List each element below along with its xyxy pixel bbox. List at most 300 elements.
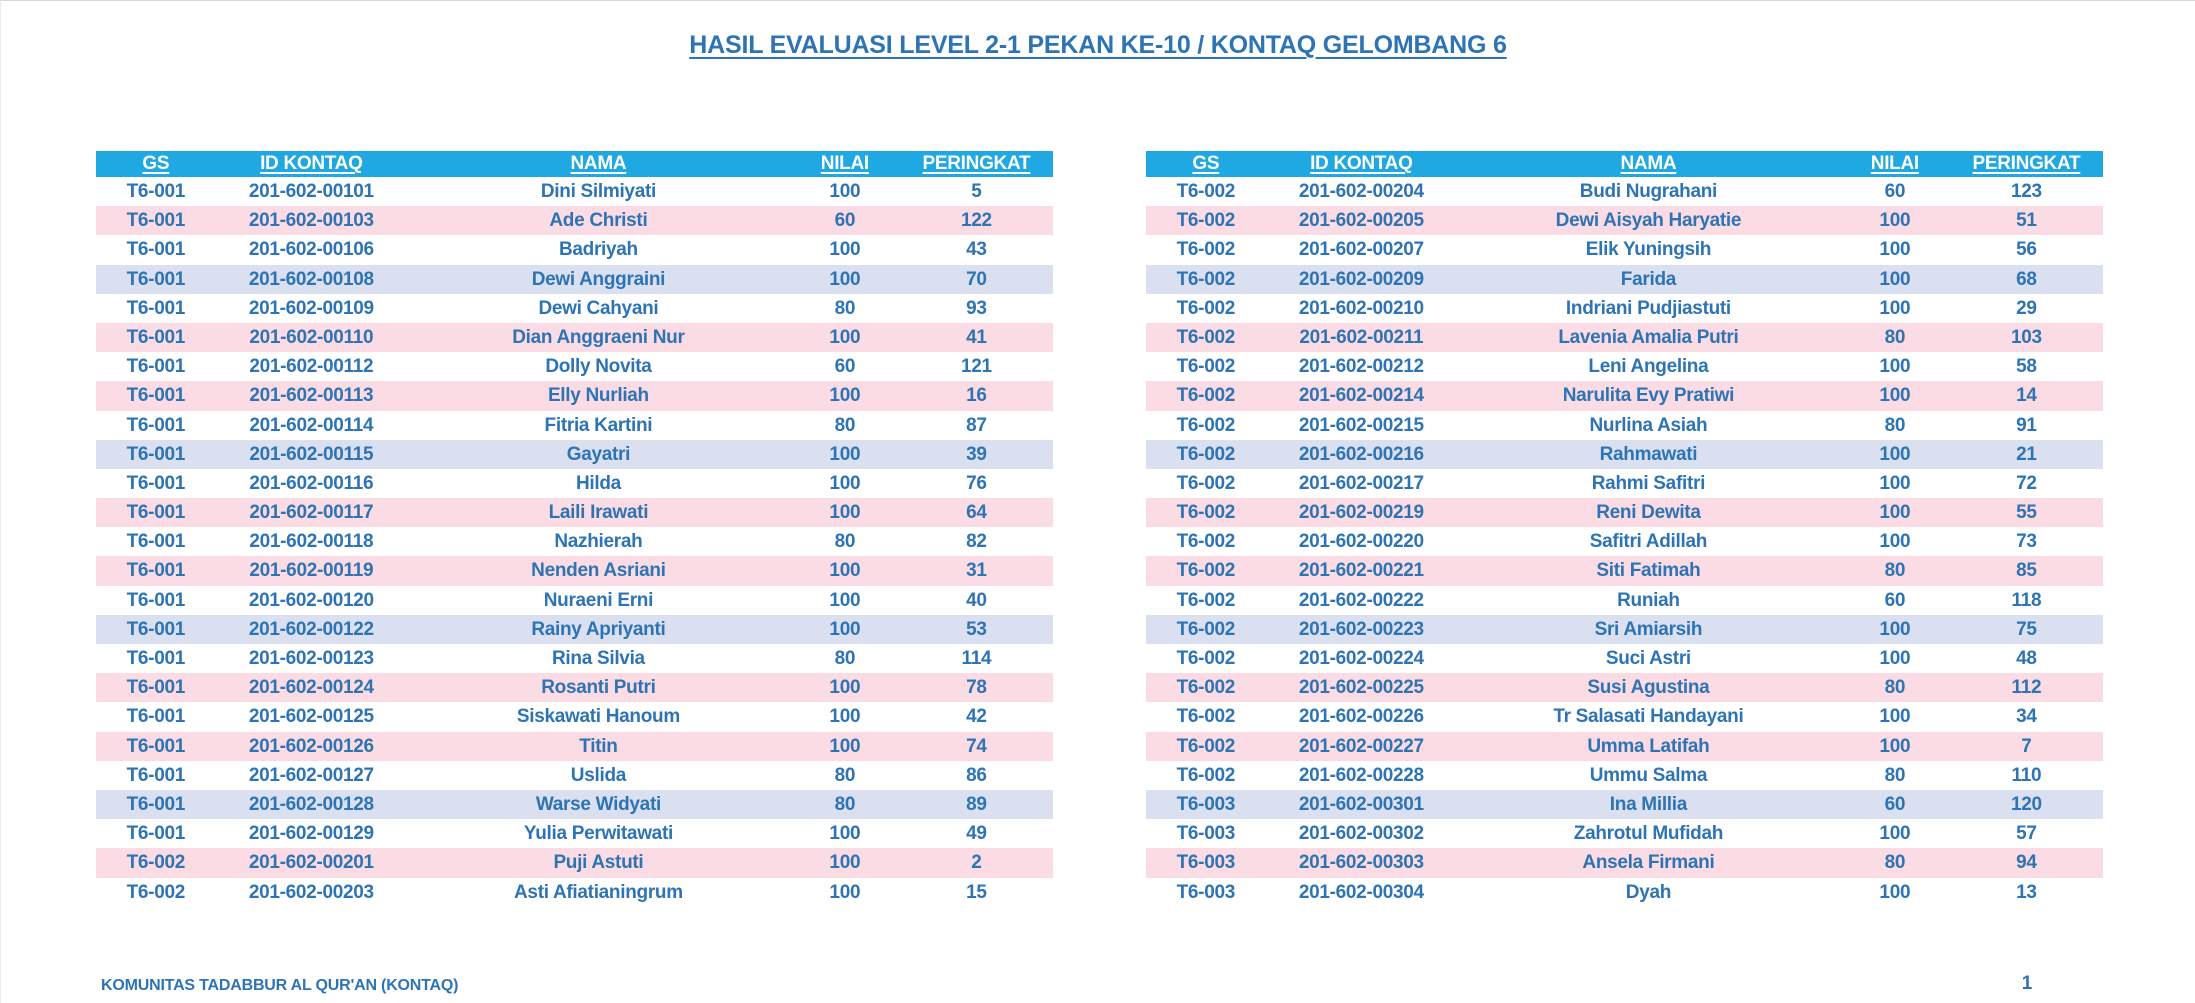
table-cell: Ade Christi: [549, 210, 648, 232]
table-cell: 201-602-00116: [249, 472, 374, 494]
table-cell: 16: [966, 385, 987, 407]
table-cell: 100: [829, 677, 861, 699]
table-cell: 201-602-00113: [249, 385, 374, 407]
table-cell: 201-602-00114: [249, 414, 374, 436]
table-cell: 100: [829, 735, 861, 757]
table-cell: 201-602-00207: [1298, 239, 1424, 261]
table-row: [1146, 615, 2103, 644]
table-cell: T6-002: [1176, 735, 1236, 757]
table-cell: 100: [829, 852, 861, 874]
table-row: [96, 556, 1053, 585]
table-cell: 201-602-00210: [1298, 297, 1424, 319]
column-header-nama: NAMA: [1620, 153, 1677, 174]
table-cell: T6-001: [126, 560, 186, 582]
table-cell: 100: [1879, 239, 1911, 261]
table-cell: Titin: [579, 735, 618, 757]
column-header-id-kontaq: ID KONTAQ: [1310, 153, 1413, 174]
table-row: [96, 527, 1053, 556]
column-header-nilai: NILAI: [820, 153, 869, 174]
table-row: [96, 498, 1053, 527]
table-cell: 56: [2016, 239, 2037, 261]
table-cell: 76: [966, 472, 987, 494]
table-cell: 201-602-00126: [248, 735, 374, 757]
table-cell: Dyah: [1625, 881, 1672, 903]
table-cell: Nazhierah: [554, 531, 643, 553]
table-row: [96, 878, 1053, 907]
table-cell: 80: [834, 764, 856, 786]
table-cell: 100: [1879, 618, 1911, 640]
table-row: [1146, 848, 2103, 877]
table-cell: 72: [2016, 472, 2037, 494]
table-cell: Rainy Apriyanti: [531, 618, 666, 640]
table-cell: 70: [966, 268, 987, 290]
table-cell: 201-602-00302: [1298, 823, 1424, 845]
table-cell: Nuraeni Erni: [543, 589, 654, 611]
table-cell: Rosanti Putri: [541, 677, 656, 699]
table-cell: 100: [1879, 735, 1911, 757]
table-cell: 57: [2016, 823, 2037, 845]
table-cell: T6-001: [126, 443, 186, 465]
table-cell: 41: [966, 326, 987, 348]
table-cell: 100: [1879, 268, 1911, 290]
table-cell: T6-002: [1176, 326, 1236, 348]
table-cell: 68: [2016, 268, 2037, 290]
table-row: [1146, 732, 2103, 761]
table-cell: 201-602-00118: [249, 531, 374, 553]
table-cell: T6-003: [1176, 881, 1236, 903]
table-row: [1146, 352, 2103, 381]
table-row: [1146, 235, 2103, 264]
table-cell: 80: [1884, 326, 1906, 348]
table-cell: Zahrotul Mufidah: [1573, 823, 1724, 845]
table-row: [96, 381, 1053, 410]
column-header-id-kontaq: ID KONTAQ: [260, 153, 363, 174]
table-cell: T6-002: [1176, 589, 1236, 611]
table-cell: 121: [961, 356, 992, 378]
table-cell: 201-602-00221: [1298, 560, 1424, 582]
table-cell: T6-002: [1176, 443, 1236, 465]
table-cell: T6-002: [1176, 677, 1236, 699]
table-cell: 78: [966, 677, 987, 699]
table-cell: 60: [1884, 793, 1906, 815]
column-header-peringkat: PERINGKAT: [922, 153, 1031, 174]
table-cell: 201-602-00127: [248, 764, 374, 786]
table-cell: T6-001: [126, 239, 186, 261]
table-cell: Lavenia Amalia Putri: [1558, 326, 1739, 348]
table-cell: 34: [2016, 706, 2037, 728]
table-cell: 201-602-00124: [248, 677, 374, 699]
table-cell: 201-602-00215: [1298, 414, 1424, 436]
column-header-peringkat: PERINGKAT: [1972, 153, 2081, 174]
table-cell: 100: [829, 589, 861, 611]
table-row: [1146, 206, 2103, 235]
table-cell: Ansela Firmani: [1582, 852, 1715, 874]
table-cell: 201-602-00304: [1298, 881, 1424, 903]
table-cell: Yulia Perwitawati: [523, 823, 673, 845]
table-cell: 100: [829, 823, 861, 845]
column-header-gs: GS: [1192, 153, 1220, 174]
table-row: [1146, 527, 2103, 556]
table-cell: 75: [2016, 618, 2037, 640]
table-cell: Warse Widyati: [535, 793, 661, 815]
table-cell: 201-602-00228: [1298, 764, 1424, 786]
table-row: [96, 790, 1053, 819]
table-cell: 60: [834, 210, 856, 232]
table-cell: 118: [2011, 589, 2042, 611]
table-cell: 100: [829, 618, 861, 640]
table-cell: 74: [966, 735, 987, 757]
table-cell: 14: [2016, 385, 2037, 407]
table-row: [96, 848, 1053, 877]
table-cell: 100: [829, 560, 861, 582]
results-table-left: [96, 151, 1053, 907]
table-cell: T6-003: [1176, 793, 1236, 815]
table-cell: Elik Yuningsih: [1585, 239, 1712, 261]
table-cell: 100: [1879, 823, 1911, 845]
table-cell: Gayatri: [566, 443, 631, 465]
table-cell: Siskawati Hanoum: [516, 706, 680, 728]
table-header-row: [1146, 151, 2103, 177]
table-row: [96, 177, 1053, 206]
table-cell: 201-602-00122: [248, 618, 374, 640]
table-row: [1146, 819, 2103, 848]
table-cell: Badriyah: [558, 239, 638, 261]
table-cell: T6-002: [1176, 472, 1236, 494]
table-cell: 201-602-00205: [1298, 210, 1424, 232]
table-cell: Umma Latifah: [1587, 735, 1710, 757]
table-cell: 100: [1879, 443, 1911, 465]
table-cell: 2: [971, 852, 982, 874]
table-cell: Puji Astuti: [553, 852, 644, 874]
table-cell: 80: [1884, 677, 1906, 699]
table-cell: 43: [966, 239, 987, 261]
table-cell: 110: [2011, 764, 2042, 786]
table-row: [96, 294, 1053, 323]
table-cell: T6-002: [126, 881, 186, 903]
table-header-row: [96, 151, 1053, 177]
table-cell: 201-602-00120: [248, 589, 374, 611]
table-row: [1146, 323, 2103, 352]
table-cell: 80: [1884, 414, 1906, 436]
table-cell: Dolly Novita: [545, 356, 652, 378]
table-cell: 103: [2011, 326, 2042, 348]
table-row: [1146, 265, 2103, 294]
table-cell: 112: [2011, 677, 2042, 699]
table-cell: 100: [829, 268, 861, 290]
table-row: [1146, 761, 2103, 790]
table-cell: T6-001: [126, 268, 186, 290]
table-body: [96, 177, 1053, 907]
table-cell: 100: [829, 181, 861, 202]
table-cell: 201-602-00125: [248, 706, 374, 728]
table-row: [1146, 878, 2103, 907]
table-row: [96, 265, 1053, 294]
table-cell: T6-002: [1176, 356, 1236, 378]
table-cell: 64: [966, 502, 987, 524]
table-cell: 13: [2016, 881, 2037, 903]
table-cell: 114: [961, 648, 992, 669]
table-cell: 100: [1879, 210, 1911, 232]
table-cell: T6-002: [1176, 239, 1236, 261]
table-cell: 100: [1879, 706, 1911, 728]
table-cell: 21: [2016, 443, 2037, 465]
table-cell: T6-001: [126, 735, 186, 757]
table-cell: Indriani Pudjiastuti: [1565, 297, 1731, 319]
table-cell: 80: [834, 793, 856, 815]
table-cell: Runiah: [1617, 589, 1680, 611]
table-cell: 201-602-00211: [1299, 326, 1424, 348]
table-row: [1146, 498, 2103, 527]
table-cell: Hilda: [575, 472, 621, 494]
table-cell: 85: [2016, 560, 2037, 582]
table-cell: T6-003: [1176, 823, 1236, 845]
table-cell: T6-001: [126, 385, 186, 407]
table-cell: 100: [829, 239, 861, 261]
table-cell: T6-002: [1176, 297, 1236, 319]
table-cell: T6-001: [126, 472, 186, 494]
table-cell: 123: [2011, 181, 2042, 202]
table-cell: Uslida: [570, 764, 627, 786]
table-cell: 55: [2016, 502, 2037, 524]
table-cell: T6-001: [126, 618, 186, 640]
table-cell: T6-001: [126, 706, 186, 728]
table-cell: T6-001: [126, 677, 186, 699]
table-cell: Dewi Cahyani: [538, 297, 659, 319]
table-cell: 201-602-00108: [248, 268, 374, 290]
table-cell: T6-002: [126, 852, 186, 874]
table-cell: Leni Angelina: [1588, 356, 1709, 378]
table-cell: T6-002: [1176, 210, 1236, 232]
table-cell: 100: [829, 502, 861, 524]
table-cell: 100: [829, 443, 861, 465]
table-cell: 49: [966, 823, 987, 845]
table-cell: 80: [1884, 560, 1906, 582]
table-cell: 201-602-00224: [1298, 648, 1424, 669]
table-cell: 80: [1884, 764, 1906, 786]
table-cell: Asti Afiatianingrum: [514, 881, 683, 903]
table-cell: 80: [834, 414, 856, 436]
table-cell: Dewi Anggraini: [531, 268, 666, 290]
table-cell: Sri Amiarsih: [1594, 618, 1703, 640]
table-cell: 201-602-00209: [1298, 268, 1424, 290]
table-row: [96, 440, 1053, 469]
table-row: [1146, 556, 2103, 585]
table-cell: 5: [971, 181, 982, 202]
table-cell: Ummu Salma: [1589, 764, 1708, 786]
table-cell: Nurlina Asiah: [1589, 414, 1708, 436]
table-cell: T6-002: [1176, 531, 1236, 553]
table-cell: 80: [834, 531, 856, 553]
table-cell: Rina Silvia: [552, 648, 645, 669]
table-cell: 60: [1884, 589, 1906, 611]
table-cell: T6-002: [1176, 181, 1236, 202]
table-cell: 100: [829, 385, 861, 407]
table-cell: Dini Silmiyati: [540, 181, 656, 202]
table-row: [1146, 469, 2103, 498]
table-cell: T6-002: [1176, 648, 1236, 669]
table-cell: T6-001: [126, 326, 186, 348]
table-cell: T6-002: [1176, 385, 1236, 407]
table-cell: 87: [966, 414, 987, 436]
footer-organization-label: KOMUNITAS TADABBUR AL QUR'AN (KONTAQ): [101, 977, 459, 994]
page-number: 1: [2021, 973, 2033, 994]
table-cell: 201-602-00106: [248, 239, 374, 261]
table-cell: Rahmawati: [1599, 443, 1698, 465]
table-cell: T6-003: [1176, 852, 1236, 874]
column-header-gs: GS: [142, 153, 170, 174]
table-cell: 201-602-00225: [1298, 677, 1424, 699]
table-cell: Dewi Aisyah Haryatie: [1555, 210, 1742, 232]
table-cell: 100: [829, 881, 861, 903]
table-cell: 58: [2016, 356, 2037, 378]
table-row: [96, 644, 1053, 673]
table-cell: 82: [966, 531, 987, 553]
table-cell: 100: [1879, 881, 1911, 903]
table-cell: 80: [834, 297, 856, 319]
table-cell: T6-001: [126, 414, 186, 436]
table-cell: 94: [2016, 852, 2037, 874]
table-cell: 100: [829, 706, 861, 728]
table-cell: T6-001: [126, 823, 186, 845]
results-table-right: [1146, 151, 2103, 907]
table-cell: 201-602-00128: [248, 793, 374, 815]
table-cell: 42: [966, 706, 987, 728]
table-cell: 201-602-00227: [1298, 735, 1424, 757]
table-cell: 201-602-00212: [1298, 356, 1424, 378]
table-row: [96, 615, 1053, 644]
table-cell: T6-002: [1176, 560, 1236, 582]
table-cell: 93: [966, 297, 987, 319]
table-cell: 89: [966, 793, 987, 815]
table-cell: 53: [966, 618, 987, 640]
table-cell: 201-602-00203: [248, 881, 374, 903]
table-cell: T6-001: [126, 531, 186, 553]
table-row: [96, 732, 1053, 761]
table-cell: T6-001: [126, 210, 186, 232]
table-row: [96, 673, 1053, 702]
table-cell: 39: [966, 443, 987, 465]
table-cell: 201-602-00110: [249, 326, 374, 348]
table-cell: 91: [2016, 414, 2037, 436]
table-row: [1146, 644, 2103, 673]
table-cell: T6-002: [1176, 268, 1236, 290]
table-cell: T6-001: [126, 297, 186, 319]
table-cell: 100: [1879, 385, 1911, 407]
table-row: [96, 352, 1053, 381]
table-row: [1146, 294, 2103, 323]
table-cell: 73: [2016, 531, 2037, 553]
table-cell: T6-002: [1176, 764, 1236, 786]
table-cell: 7: [2021, 735, 2032, 757]
table-cell: Narulita Evy Pratiwi: [1562, 385, 1735, 407]
table-cell: 122: [961, 210, 992, 232]
table-row: [1146, 702, 2103, 731]
table-cell: Tr Salasati Handayani: [1553, 706, 1744, 728]
table-cell: T6-002: [1176, 706, 1236, 728]
table-cell: 51: [2016, 210, 2037, 232]
table-row: [96, 235, 1053, 264]
table-body: [1146, 177, 2103, 907]
table-cell: 31: [966, 560, 987, 582]
table-cell: 80: [1884, 852, 1906, 874]
table-cell: 100: [1879, 356, 1911, 378]
table-cell: Rahmi Safitri: [1591, 472, 1706, 494]
table-cell: 100: [1879, 297, 1911, 319]
table-cell: 201-602-00129: [248, 823, 374, 845]
table-cell: 201-602-00115: [249, 443, 374, 465]
table-cell: Susi Agustina: [1587, 677, 1710, 699]
table-cell: 60: [1884, 181, 1906, 202]
table-cell: 29: [2016, 297, 2037, 319]
table-cell: Laili Irawati: [548, 502, 649, 524]
table-row: [96, 702, 1053, 731]
table-cell: T6-001: [126, 502, 186, 524]
table-cell: Dian Anggraeni Nur: [512, 326, 685, 348]
table-cell: 201-602-00220: [1298, 531, 1424, 553]
table-row: [96, 411, 1053, 440]
table-row: [1146, 381, 2103, 410]
table-cell: Safitri Adillah: [1589, 531, 1708, 553]
table-row: [96, 469, 1053, 498]
table-cell: Reni Dewita: [1596, 502, 1701, 524]
table-cell: 100: [829, 326, 861, 348]
table-cell: Fitria Kartini: [544, 414, 653, 436]
table-cell: 201-602-00214: [1298, 385, 1424, 407]
table-cell: 48: [2016, 648, 2037, 669]
table-cell: 201-602-00204: [1298, 181, 1424, 202]
table-cell: 201-602-00119: [249, 560, 374, 582]
table-cell: 40: [966, 589, 987, 611]
column-header-nama: NAMA: [570, 153, 627, 174]
table-cell: 201-602-00112: [249, 356, 374, 378]
table-row: [96, 819, 1053, 848]
table-cell: 201-602-00101: [248, 181, 374, 202]
table-row: [1146, 411, 2103, 440]
table-cell: Budi Nugrahani: [1579, 181, 1718, 202]
table-cell: T6-002: [1176, 618, 1236, 640]
table-cell: T6-001: [126, 181, 186, 202]
table-cell: Suci Astri: [1605, 648, 1691, 669]
table-row: [96, 323, 1053, 352]
table-cell: Farida: [1620, 268, 1677, 290]
table-cell: 201-602-00301: [1298, 793, 1424, 815]
table-cell: Ina Millia: [1609, 793, 1688, 815]
table-cell: 100: [1879, 648, 1911, 669]
table-cell: 15: [966, 881, 987, 903]
table-cell: T6-001: [126, 648, 186, 669]
table-cell: T6-001: [126, 589, 186, 611]
table-cell: T6-001: [126, 764, 186, 786]
table-cell: 201-602-00223: [1298, 618, 1424, 640]
table-cell: T6-002: [1176, 414, 1236, 436]
table-cell: 201-602-00226: [1298, 706, 1424, 728]
table-cell: Nenden Asriani: [531, 560, 666, 582]
table-cell: 201-602-00117: [249, 502, 374, 524]
column-header-nilai: NILAI: [1870, 153, 1919, 174]
table-cell: 100: [1879, 472, 1911, 494]
table-cell: T6-002: [1176, 502, 1236, 524]
table-cell: 201-602-00217: [1298, 472, 1424, 494]
table-cell: 100: [1879, 531, 1911, 553]
table-row: [1146, 586, 2103, 615]
table-row: [96, 586, 1053, 615]
table-row: [96, 761, 1053, 790]
table-cell: 120: [2011, 793, 2042, 815]
table-cell: 80: [834, 648, 856, 669]
table-cell: Elly Nurliah: [547, 385, 649, 407]
table-cell: 201-602-00123: [248, 648, 374, 669]
table-row: [1146, 790, 2103, 819]
